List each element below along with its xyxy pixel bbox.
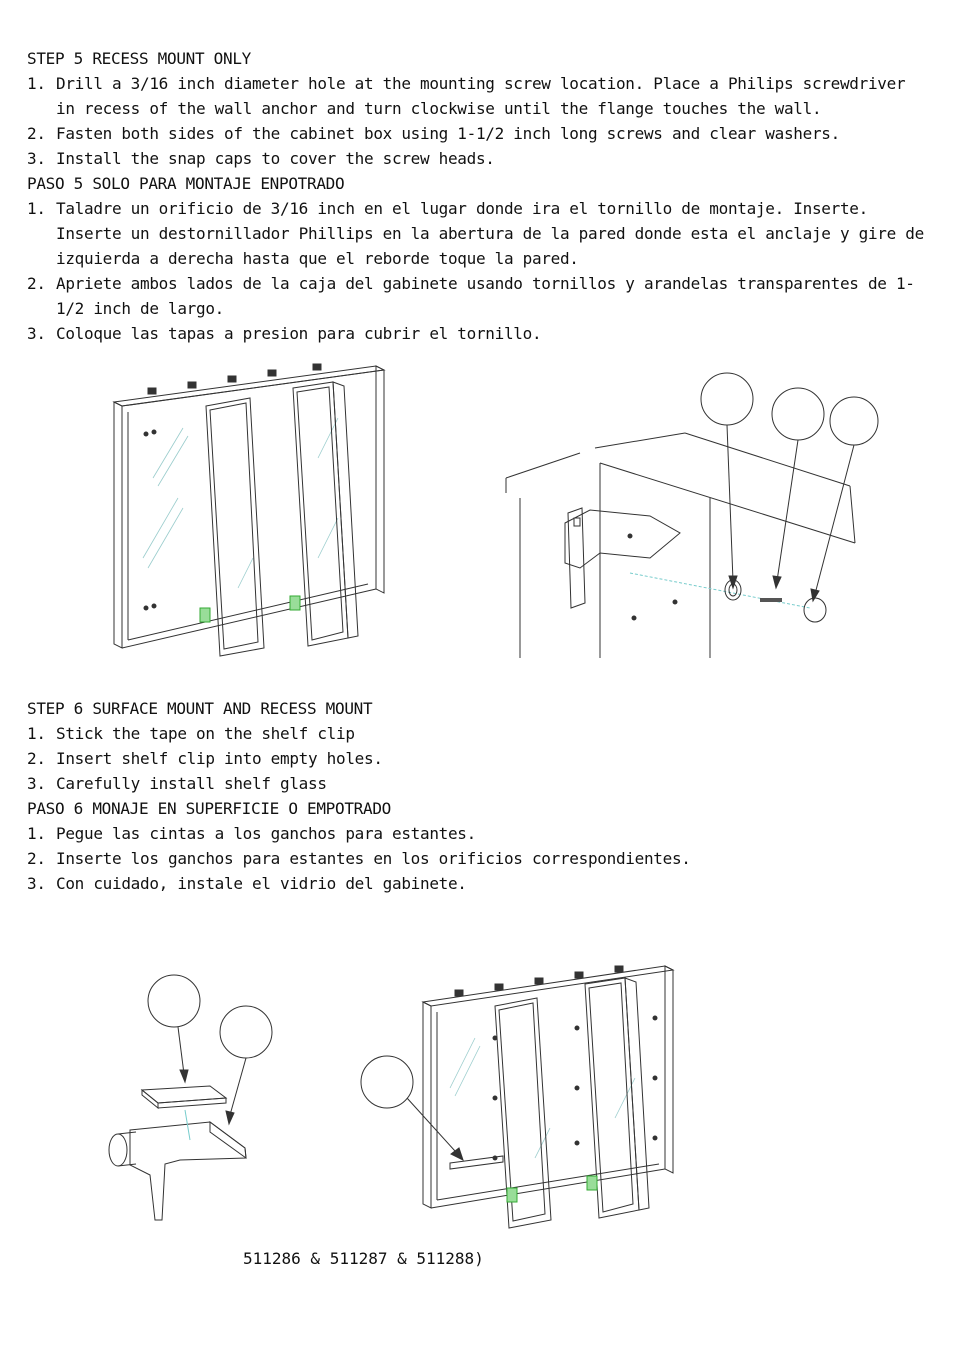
callout-circle-screw: [772, 388, 824, 440]
step5-item-3-text: Install the snap caps to cover the screw heads.: [56, 149, 495, 168]
paso6-item-1-number: 1.: [27, 824, 46, 843]
step5-item-3: [27, 146, 932, 171]
paso5-item-1-text: Taladre un orificio de 3/16 inch en el lugar donde ira el tornillo de montaje. Inserte. Inserte un destornillador Phillips en la abertura de la pared donde esta el anclaje y gire de izquierda a derecha hasta que el reborde toque la pared.: [56, 199, 924, 268]
step5-heading: STEP 5 RECESS MOUNT ONLY: [27, 49, 251, 68]
paso5-heading: PASO 5 SOLO PARA MONTAJE ENPOTRADO: [27, 174, 345, 193]
paso5-item-2: [27, 271, 932, 321]
paso5-item-2-text: Apriete ambos lados de la caja del gabinete usando tornillos y arandelas transparentes de 1-1/2 inch de largo.: [56, 274, 915, 318]
callout-circle-anchor: [701, 373, 753, 425]
step6-item-2: [27, 746, 932, 771]
step5-item-2-number: 2.: [27, 124, 46, 143]
step6-item-1-text: Stick the tape on the shelf clip: [56, 724, 355, 743]
paso6-item-1: [27, 821, 932, 846]
step6-item-3-text: Carefully install shelf glass: [56, 774, 327, 793]
step6-item-1-number: 1.: [27, 724, 46, 743]
step5-item-1-number: 1.: [27, 74, 46, 93]
paso5-item-2-number: 2.: [27, 274, 46, 293]
step5-item-1: [27, 71, 932, 121]
shelf-clip-detail: [100, 970, 280, 1230]
step5-item-2: [27, 121, 932, 146]
step5-item-2-text: Fasten both sides of the cabinet box using 1-1/2 inch long screws and clear washers.: [56, 124, 840, 143]
step6-item-2-number: 2.: [27, 749, 46, 768]
paso6-item-2: [27, 846, 932, 871]
paso6-item-2-text: Inserte los ganchos para estantes en los orificios correspondientes.: [56, 849, 691, 868]
paso5-item-3-text: Coloque las tapas a presion para cubrir el tornillo.: [56, 324, 542, 343]
cabinet-diagram-step6: [355, 958, 685, 1233]
paso5-item-1-number: 1.: [27, 199, 46, 218]
step6-item-3-number: 3.: [27, 774, 46, 793]
paso6-item-3: [27, 871, 932, 896]
callout-circle-cap: [830, 397, 878, 445]
paso6-item-1-text: Pegue las cintas a los ganchos para estantes.: [56, 824, 476, 843]
paso5-item-1: [27, 196, 932, 271]
model-numbers-caption: 511286 & 511287 & 511288): [243, 1249, 484, 1268]
paso6-item-3-text: Con cuidado, instale el vidrio del gabinete.: [56, 874, 467, 893]
step6-item-1: [27, 721, 932, 746]
paso6-item-2-number: 2.: [27, 849, 46, 868]
step5-item-3-number: 3.: [27, 149, 46, 168]
step6-item-3: [27, 771, 932, 796]
step6-heading: STEP 6 SURFACE MOUNT AND RECESS MOUNT: [27, 699, 373, 718]
mounting-hardware-detail: [500, 368, 890, 663]
paso5-item-3-number: 3.: [27, 324, 46, 343]
paso5-item-3: [27, 321, 932, 346]
step6-item-2-text: Insert shelf clip into empty holes.: [56, 749, 383, 768]
callout-circle-tape: [148, 975, 200, 1027]
callout-circle-shelf-glass: [361, 1056, 413, 1108]
cabinet-diagram-step5: [108, 358, 398, 663]
step5-item-1-text: Drill a 3/16 inch diameter hole at the mounting screw location. Place a Philips screwdriver in recess of the wall anchor and turn clockwise until the flange touches the wall.: [56, 74, 906, 118]
callout-circle-clip: [220, 1006, 272, 1058]
paso6-item-3-number: 3.: [27, 874, 46, 893]
paso6-heading: PASO 6 MONAJE EN SUPERFICIE O EMPOTRADO: [27, 799, 391, 818]
